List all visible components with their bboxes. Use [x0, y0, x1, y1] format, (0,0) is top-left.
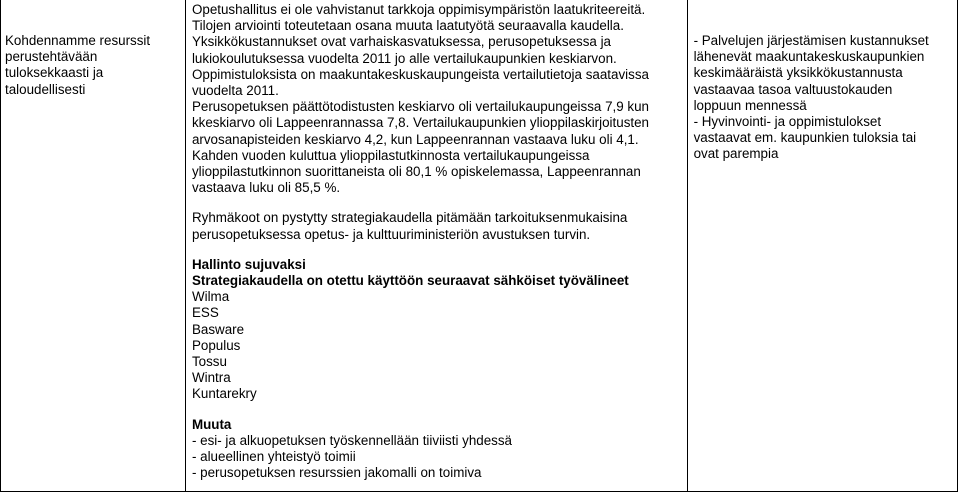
goal-line: tuloksekkaasti ja — [5, 65, 104, 81]
other-item: - alueellinen yhteistyö toimii — [191, 449, 356, 465]
text-line: Kahden vuoden kuluttua ylioppilastutkinnosta vertailukaupungeissa — [191, 147, 590, 163]
text-line: Yksikkökustannukset ovat varhaiskasvatuksessa, perusopetuksessa ja — [191, 34, 611, 50]
spacer — [192, 243, 681, 257]
intro-paragraph — [192, 2, 681, 196]
goal-cell — [1, 0, 186, 492]
target-line: vastaavat em. kaupunkien tuloksia tai — [693, 130, 917, 146]
tool-item: Wintra — [191, 370, 231, 386]
text-line: Opetushallitus ei ole vahvistanut tarkkoja oppimisympäristön laatukriteereitä. — [191, 2, 646, 17]
tool-item: Populus — [191, 337, 241, 353]
other-section — [192, 417, 681, 482]
target-cell — [687, 0, 957, 492]
goal-line: perustehtävään — [5, 49, 98, 65]
target-line: loppuun mennessä — [693, 97, 807, 113]
table-row — [1, 0, 958, 492]
target-line: keskimääräistä yksikkökustannusta — [693, 65, 903, 81]
text-line: Perusopetuksen päättötodistusten keskiarvo oli vertailukaupungeissa 7,9 kun — [191, 99, 650, 115]
text-line: perusopetuksessa opetus- ja kulttuuriministeriön avustuksen turvin. — [191, 226, 591, 242]
assessment-cell — [185, 0, 687, 492]
tool-item: Tossu — [191, 354, 227, 370]
target-line: lähenevät maakuntakeskuskaupunkien — [693, 49, 925, 65]
admin-heading: Hallinto sujuvaksi — [191, 256, 306, 272]
tool-item: Kuntarekry — [191, 386, 257, 402]
text-line: Tilojen arviointi toteutetaan osana muuta laatutyötä seuraavalla kaudella. — [191, 18, 624, 34]
text-line: arvosanapisteiden keskiarvo 4,2, kun Lappeenrannan vastaava luku oli 4,1. — [191, 131, 639, 147]
tool-item: Wilma — [191, 289, 230, 305]
tool-item: Basware — [191, 321, 245, 337]
other-item: - esi- ja alkuopetuksen työskennellään tiiviisti yhdessä — [191, 432, 513, 448]
spacer — [192, 403, 681, 417]
admin-section — [192, 257, 681, 403]
target-line: ovat parempia — [693, 146, 779, 162]
spacer — [192, 196, 681, 210]
text-line: kkeskiarvo oli Lappeenrannassa 7,8. Vertailukaupunkien ylioppilaskirjoitusten — [191, 115, 649, 131]
target-line: - Hyvinvointi- ja oppimistulokset — [693, 114, 882, 130]
goal-line: taloudellisesti — [5, 81, 86, 97]
goal-line: Kohdennamme resurssit — [5, 33, 151, 48]
other-heading: Muuta — [191, 416, 232, 432]
target-line: vastaavaa tasoa valtuustokauden — [693, 81, 893, 97]
tools-heading: Strategiakaudella on otettu käyttöön seuraavat sähköiset työvälineet — [191, 273, 629, 289]
text-line: Oppimistuloksista on maakuntakeskuskaupungeista vertailutietoja saatavissa — [191, 66, 649, 82]
text-line: vastaava luku oli 85,5 %. — [191, 180, 341, 196]
text-line: ylioppilastutkinnon suorittaneista oli 80,1 % opiskelemassa, Lappeenrannan — [191, 164, 641, 180]
group-size-paragraph — [192, 210, 681, 242]
text-line: vuodelta 2011. — [191, 83, 279, 99]
tool-item: ESS — [191, 305, 219, 321]
other-item: - perusopetuksen resurssien jakomalli on toimiva — [191, 465, 482, 481]
target-line: - Palvelujen järjestämisen kustannukset — [693, 33, 929, 48]
text-line: Ryhmäkoot on pystytty strategiakaudella pitämään tarkoituksenmukaisina — [191, 210, 628, 226]
text-line: lukiokoulutuksessa vuodelta 2011 jo alle vertailukaupunkien keskiarvon. — [191, 50, 617, 66]
